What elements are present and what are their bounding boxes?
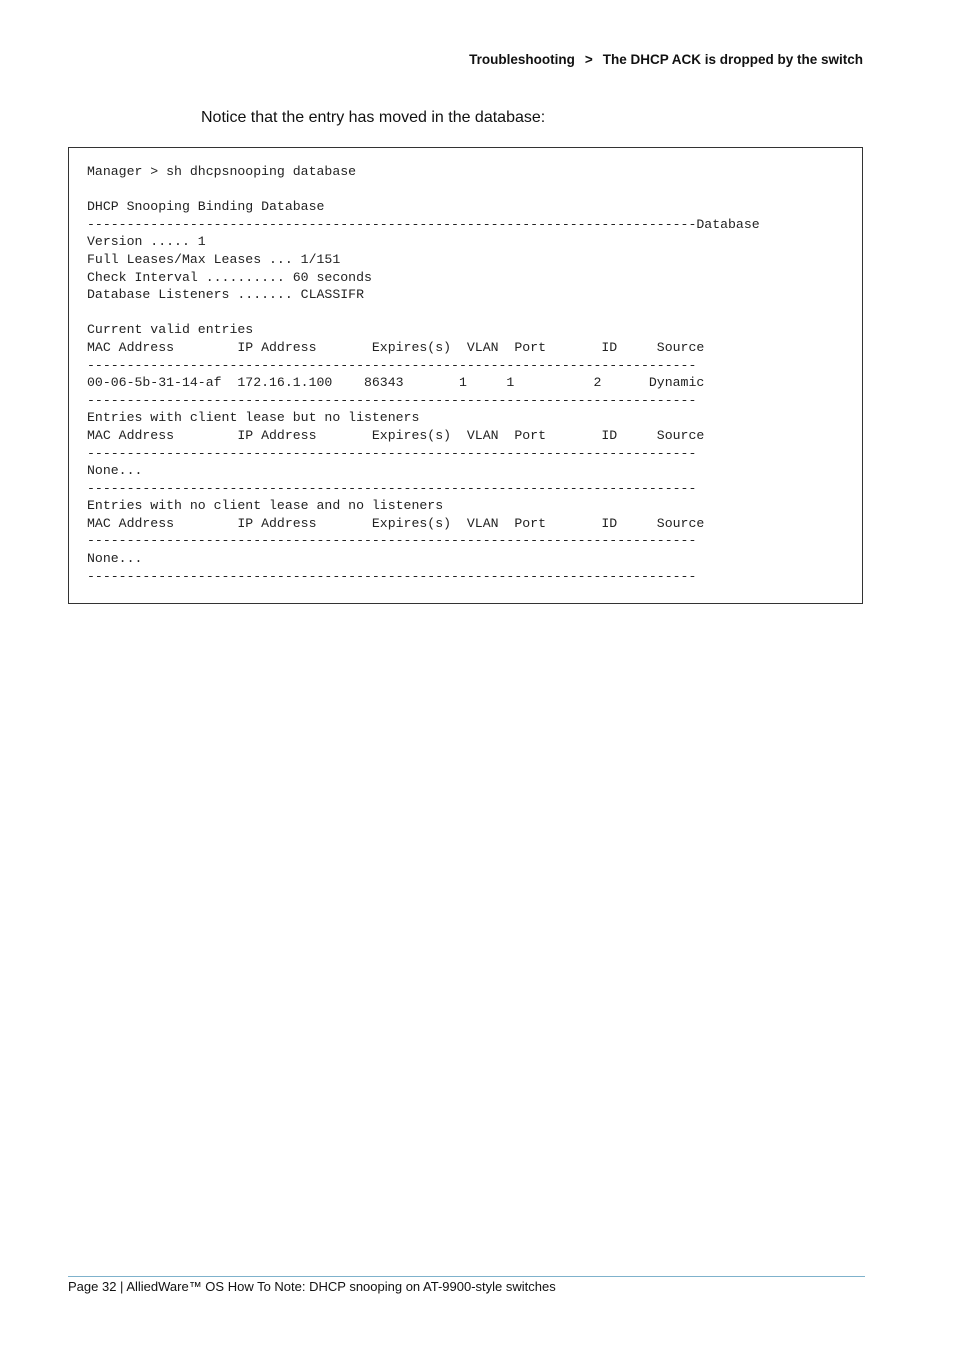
code-line: Version ..... 1 — [87, 234, 206, 250]
code-line: Entries with no client lease and no listeners — [87, 498, 444, 514]
code-line: Current valid entries — [87, 322, 254, 338]
code-line: ----------------------------------------------------------------------------- — [87, 392, 697, 408]
code-line: ----------------------------------------------------------------------------- — [87, 533, 697, 549]
code-line: Check Interval .......... 60 seconds — [87, 269, 372, 285]
code-line: Full Leases/Max Leases ... 1/151 — [87, 251, 341, 267]
intro-paragraph: Notice that the entry has moved in the database: — [201, 109, 546, 126]
code-line: None... — [87, 551, 143, 567]
header-separator: > — [584, 52, 593, 67]
code-line: -----------------------------------------------------------------------------Database — [87, 216, 760, 232]
code-line: MAC Address IP Address Expires(s) VLAN Port ID Source — [87, 427, 705, 443]
cli-output — [87, 163, 760, 585]
code-line: Entries with client lease but no listeners — [87, 410, 420, 426]
header-topic: The DHCP ACK is dropped by the switch — [602, 52, 863, 67]
code-line: None... — [87, 463, 143, 479]
code-line: Manager > sh dhcpsnooping database — [87, 164, 357, 179]
code-line: DHCP Snooping Binding Database — [87, 199, 325, 215]
code-line: ----------------------------------------------------------------------------- — [87, 357, 697, 373]
code-line — [87, 181, 760, 199]
code-line — [87, 304, 760, 322]
code-line: ----------------------------------------------------------------------------- — [87, 568, 697, 584]
code-line: Database Listeners ....... CLASSIFR — [87, 287, 364, 303]
code-example-box — [68, 147, 863, 604]
page-footer: Page 32 | AlliedWare™ OS How To Note: DHCP snooping on AT-9900-style switches — [68, 1279, 556, 1294]
code-line: ----------------------------------------------------------------------------- — [87, 445, 697, 461]
code-line: ----------------------------------------------------------------------------- — [87, 480, 697, 496]
running-header — [469, 52, 863, 67]
footer-rule — [68, 1276, 865, 1277]
code-line: MAC Address IP Address Expires(s) VLAN Port ID Source — [87, 515, 705, 531]
code-line: MAC Address IP Address Expires(s) VLAN Port ID Source — [87, 339, 705, 355]
header-section: Troubleshooting — [469, 52, 575, 67]
code-line: 00-06-5b-31-14-af 172.16.1.100 86343 1 1 2 Dynamic — [87, 375, 705, 391]
